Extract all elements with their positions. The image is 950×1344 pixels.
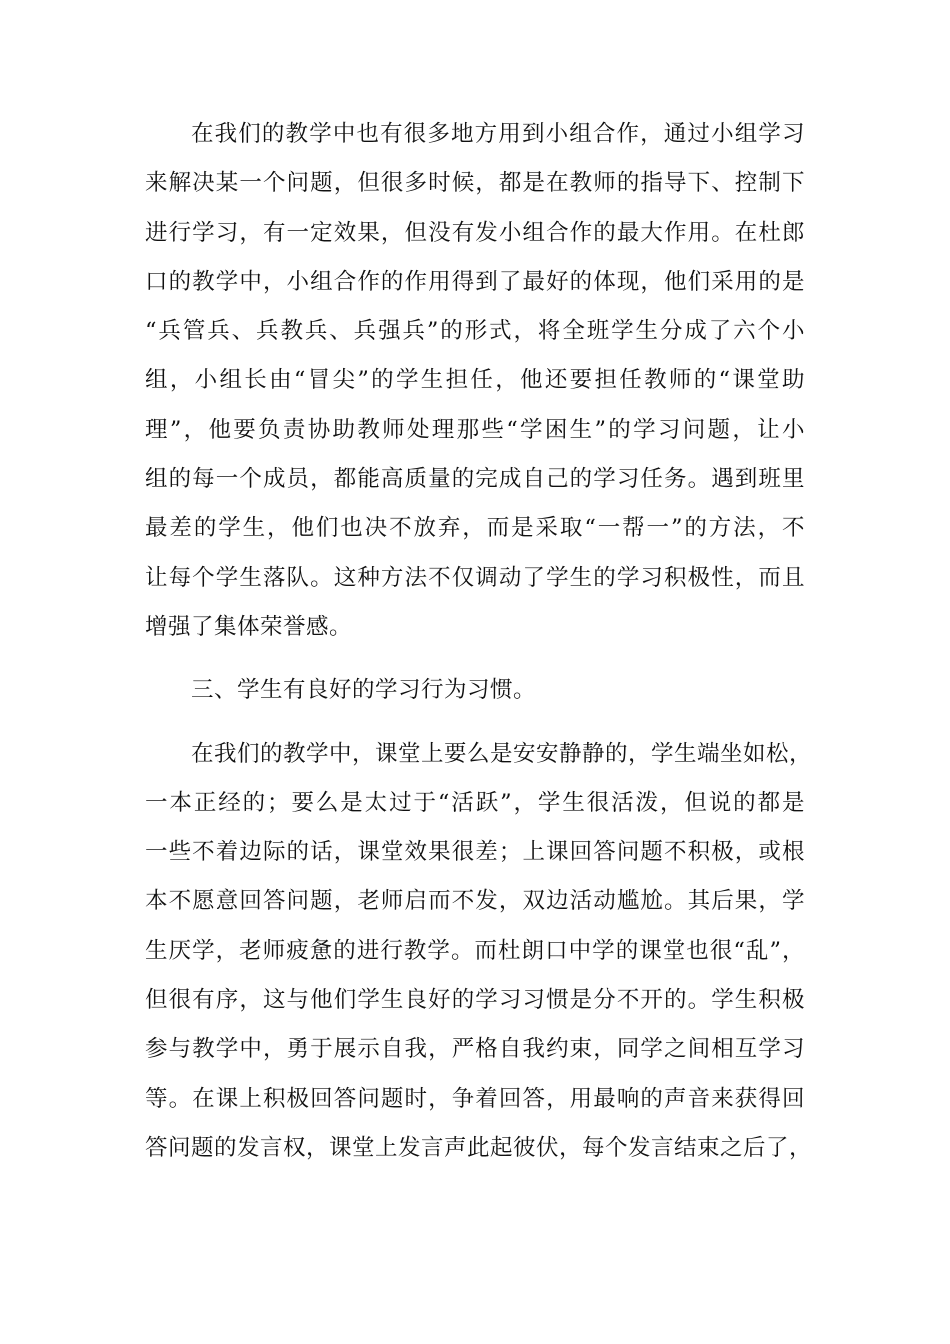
paragraph-study-habits xyxy=(145,730,813,1174)
text-line: 在我们的教学中，课堂上要么是安安静静的，学生端坐如松， xyxy=(191,740,813,767)
text-line: 理”，他要负责协助教师处理那些“学困生”的学习问题，让小 xyxy=(145,416,805,443)
text-line: 来解决某一个问题，但很多时候，都是在教师的指导下、控制下 xyxy=(145,170,805,197)
document-body xyxy=(145,110,813,1173)
text-line: 但很有序，这与他们学生良好的学习习惯是分不开的。学生积极 xyxy=(145,987,805,1014)
paragraph-spacer xyxy=(145,716,805,730)
text-line: 参与教学中，勇于展示自我，严格自我约束，同学之间相互学习 xyxy=(145,1036,805,1063)
section-heading-text: 三、学生有良好的学习行为习惯。 xyxy=(191,677,537,704)
text-line: 让每个学生落队。这种方法不仅调动了学生的学习积极性，而且 xyxy=(145,564,805,591)
text-line: 增强了集体荣誉感。 xyxy=(145,613,353,640)
text-line: 一本正经的；要么是太过于“活跃”，学生很活泼，但说的都是 xyxy=(145,789,805,816)
text-line: 在我们的教学中也有很多地方用到小组合作，通过小组学习 xyxy=(191,121,805,147)
text-line: 等。在课上积极回答问题时，争着回答，用最响的声音来获得回 xyxy=(145,1085,805,1112)
text-line: 进行学习，有一定效果，但没有发小组合作的最大作用。在杜郎 xyxy=(145,219,805,246)
text-line: 组，小组长由“冒尖”的学生担任，他还要担任教师的“课堂助 xyxy=(145,367,805,394)
paragraph-spacer xyxy=(145,652,805,666)
section-heading xyxy=(145,666,805,715)
text-line: 本不愿意回答问题，老师启而不发，双边活动尴尬。其后果，学 xyxy=(145,888,805,915)
paragraph-group-work xyxy=(145,110,805,652)
text-line: “兵管兵、兵教兵、兵强兵”的形式，将全班学生分成了六个小 xyxy=(145,318,805,345)
text-line: 口的教学中，小组合作的作用得到了最好的体现，他们采用的是 xyxy=(145,268,805,295)
text-line: 生厌学，老师疲惫的进行教学。而杜朗口中学的课堂也很“乱”， xyxy=(145,937,805,964)
text-line: 一些不着边际的话，课堂效果很差；上课回答问题不积极，或根 xyxy=(145,839,805,866)
text-line: 最差的学生，他们也决不放弃，而是采取“一帮一”的方法，不 xyxy=(145,515,805,542)
text-line: 答问题的发言权，课堂上发言声此起彼伏，每个发言结束之后了， xyxy=(145,1134,813,1161)
text-line: 组的每一个成员，都能高质量的完成自己的学习任务。遇到班里 xyxy=(145,466,805,493)
